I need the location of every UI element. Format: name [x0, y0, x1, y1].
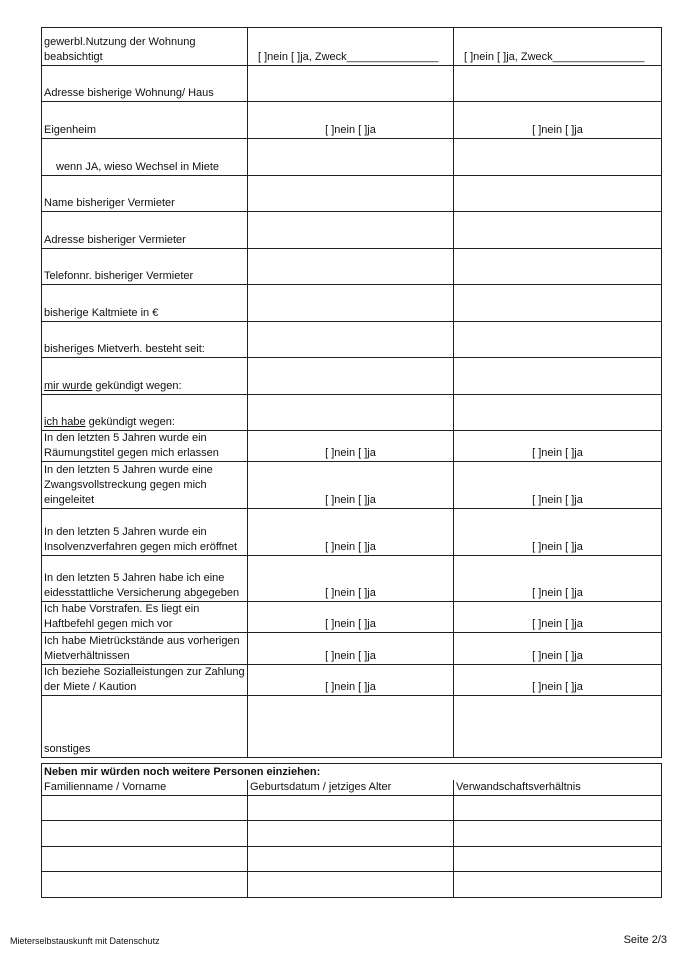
row-terminated-by-me	[42, 395, 662, 431]
row-prev-rent	[42, 285, 662, 322]
row-social-benefits	[42, 665, 662, 696]
col-header-birth: Geburtsdatum / jetziges Alter	[248, 780, 454, 796]
field-previous-address-2[interactable]	[454, 66, 662, 102]
field-prev-rent-2[interactable]	[454, 285, 662, 322]
option-affidavit-1[interactable]: [ ]nein [ ]ja	[248, 556, 454, 602]
label-tenancy-since: bisheriges Mietverh. besteht seit:	[42, 322, 248, 358]
field-tenancy-since-2[interactable]	[454, 322, 662, 358]
label-terminated-by-landlord: mir wurde gekündigt wegen:	[42, 358, 248, 395]
person-birth-field[interactable]	[248, 796, 454, 821]
option-commercial-use-1[interactable]: [ ]nein [ ]ja, Zweck_______________	[248, 28, 454, 66]
person-row	[42, 821, 662, 847]
persons-header-row	[42, 780, 662, 796]
option-enforcement-2[interactable]: [ ]nein [ ]ja	[454, 462, 662, 509]
person-relation-field[interactable]	[454, 847, 662, 872]
label-previous-address: Adresse bisherige Wohnung/ Haus	[42, 66, 248, 102]
field-prev-landlord-phone-1[interactable]	[248, 249, 454, 285]
person-name-field[interactable]	[42, 847, 248, 872]
field-tenancy-since-1[interactable]	[248, 322, 454, 358]
person-relation-field[interactable]	[454, 796, 662, 821]
option-insolvency-2[interactable]: [ ]nein [ ]ja	[454, 509, 662, 556]
col-header-name: Familienname / Vorname	[42, 780, 248, 796]
option-social-benefits-2[interactable]: [ ]nein [ ]ja	[454, 665, 662, 696]
person-row	[42, 796, 662, 821]
label-eviction-title: In den letzten 5 Jahren wurde ein Räumungstitel gegen mich erlassen	[42, 431, 248, 462]
applicant-details-table	[41, 27, 662, 758]
row-prev-landlord-phone	[42, 249, 662, 285]
option-criminal-record-1[interactable]: [ ]nein [ ]ja	[248, 602, 454, 633]
row-enforcement	[42, 462, 662, 509]
option-insolvency-1[interactable]: [ ]nein [ ]ja	[248, 509, 454, 556]
field-terminated-by-landlord-2[interactable]	[454, 358, 662, 395]
field-other-1[interactable]	[248, 696, 454, 758]
option-rent-arrears-1[interactable]: [ ]nein [ ]ja	[248, 633, 454, 665]
field-prev-landlord-name-1[interactable]	[248, 176, 454, 212]
label-why-switch: wenn JA, wieso Wechsel in Miete	[42, 139, 248, 176]
person-birth-field[interactable]	[248, 847, 454, 872]
row-commercial-use	[42, 28, 662, 66]
option-affidavit-2[interactable]: [ ]nein [ ]ja	[454, 556, 662, 602]
field-prev-landlord-name-2[interactable]	[454, 176, 662, 212]
person-name-field[interactable]	[42, 872, 248, 898]
option-social-benefits-1[interactable]: [ ]nein [ ]ja	[248, 665, 454, 696]
persons-heading: Neben mir würden noch weitere Personen einziehen:	[42, 764, 662, 780]
person-relation-field[interactable]	[454, 821, 662, 847]
label-affidavit: In den letzten 5 Jahren habe ich eine eidesstattliche Versicherung abgegeben	[42, 556, 248, 602]
col-header-relation: Verwandschaftsverhältnis	[454, 780, 662, 796]
field-prev-rent-1[interactable]	[248, 285, 454, 322]
option-own-home-1[interactable]: [ ]nein [ ]ja	[248, 102, 454, 139]
option-criminal-record-2[interactable]: [ ]nein [ ]ja	[454, 602, 662, 633]
row-rent-arrears	[42, 633, 662, 665]
row-why-switch	[42, 139, 662, 176]
label-other: sonstiges	[42, 696, 248, 758]
option-eviction-title-2[interactable]: [ ]nein [ ]ja	[454, 431, 662, 462]
field-prev-landlord-address-2[interactable]	[454, 212, 662, 249]
label-commercial-use: gewerbl.Nutzung der Wohnung beabsichtigt	[42, 28, 248, 66]
option-own-home-2[interactable]: [ ]nein [ ]ja	[454, 102, 662, 139]
field-why-switch-1[interactable]	[248, 139, 454, 176]
option-commercial-use-2[interactable]: [ ]nein [ ]ja, Zweck_______________	[454, 28, 662, 66]
field-terminated-by-me-2[interactable]	[454, 395, 662, 431]
field-prev-landlord-phone-2[interactable]	[454, 249, 662, 285]
field-terminated-by-me-1[interactable]	[248, 395, 454, 431]
row-own-home	[42, 102, 662, 139]
label-insolvency: In den letzten 5 Jahren wurde ein Insolvenzverfahren gegen mich eröffnet	[42, 509, 248, 556]
field-other-2[interactable]	[454, 696, 662, 758]
row-affidavit	[42, 556, 662, 602]
row-previous-address	[42, 66, 662, 102]
field-why-switch-2[interactable]	[454, 139, 662, 176]
person-birth-field[interactable]	[248, 821, 454, 847]
label-prev-rent: bisherige Kaltmiete in €	[42, 285, 248, 322]
field-terminated-by-landlord-1[interactable]	[248, 358, 454, 395]
option-eviction-title-1[interactable]: [ ]nein [ ]ja	[248, 431, 454, 462]
label-social-benefits: Ich beziehe Sozialleistungen zur Zahlung der Miete / Kaution	[42, 665, 248, 696]
field-prev-landlord-address-1[interactable]	[248, 212, 454, 249]
label-rent-arrears: Ich habe Mietrückstände aus vorherigen Mietverhältnissen	[42, 633, 248, 665]
row-terminated-by-landlord	[42, 358, 662, 395]
label-own-home: Eigenheim	[42, 102, 248, 139]
person-name-field[interactable]	[42, 821, 248, 847]
row-prev-landlord-address	[42, 212, 662, 249]
option-rent-arrears-2[interactable]: [ ]nein [ ]ja	[454, 633, 662, 665]
label-terminated-by-me: ich habe gekündigt wegen:	[42, 395, 248, 431]
person-name-field[interactable]	[42, 796, 248, 821]
label-prev-landlord-name: Name bisheriger Vermieter	[42, 176, 248, 212]
footer-page-number: Seite 2/3	[623, 934, 667, 946]
person-relation-field[interactable]	[454, 872, 662, 898]
label-prev-landlord-phone: Telefonnr. bisheriger Vermieter	[42, 249, 248, 285]
label-enforcement: In den letzten 5 Jahren wurde eine Zwangsvollstreckung gegen mich eingeleitet	[42, 462, 248, 509]
option-enforcement-1[interactable]: [ ]nein [ ]ja	[248, 462, 454, 509]
row-eviction-title	[42, 431, 662, 462]
field-previous-address-1[interactable]	[248, 66, 454, 102]
additional-persons-table	[41, 763, 662, 898]
person-row	[42, 872, 662, 898]
row-other	[42, 696, 662, 758]
row-insolvency	[42, 509, 662, 556]
footer-document-title: Mieterselbstauskunft mit Datenschutz	[10, 936, 160, 946]
person-birth-field[interactable]	[248, 872, 454, 898]
label-prev-landlord-address: Adresse bisheriger Vermieter	[42, 212, 248, 249]
person-row	[42, 847, 662, 872]
persons-heading-row	[42, 764, 662, 780]
label-criminal-record: Ich habe Vorstrafen. Es liegt ein Haftbefehl gegen mich vor	[42, 602, 248, 633]
row-criminal-record	[42, 602, 662, 633]
row-tenancy-since	[42, 322, 662, 358]
row-prev-landlord-name	[42, 176, 662, 212]
